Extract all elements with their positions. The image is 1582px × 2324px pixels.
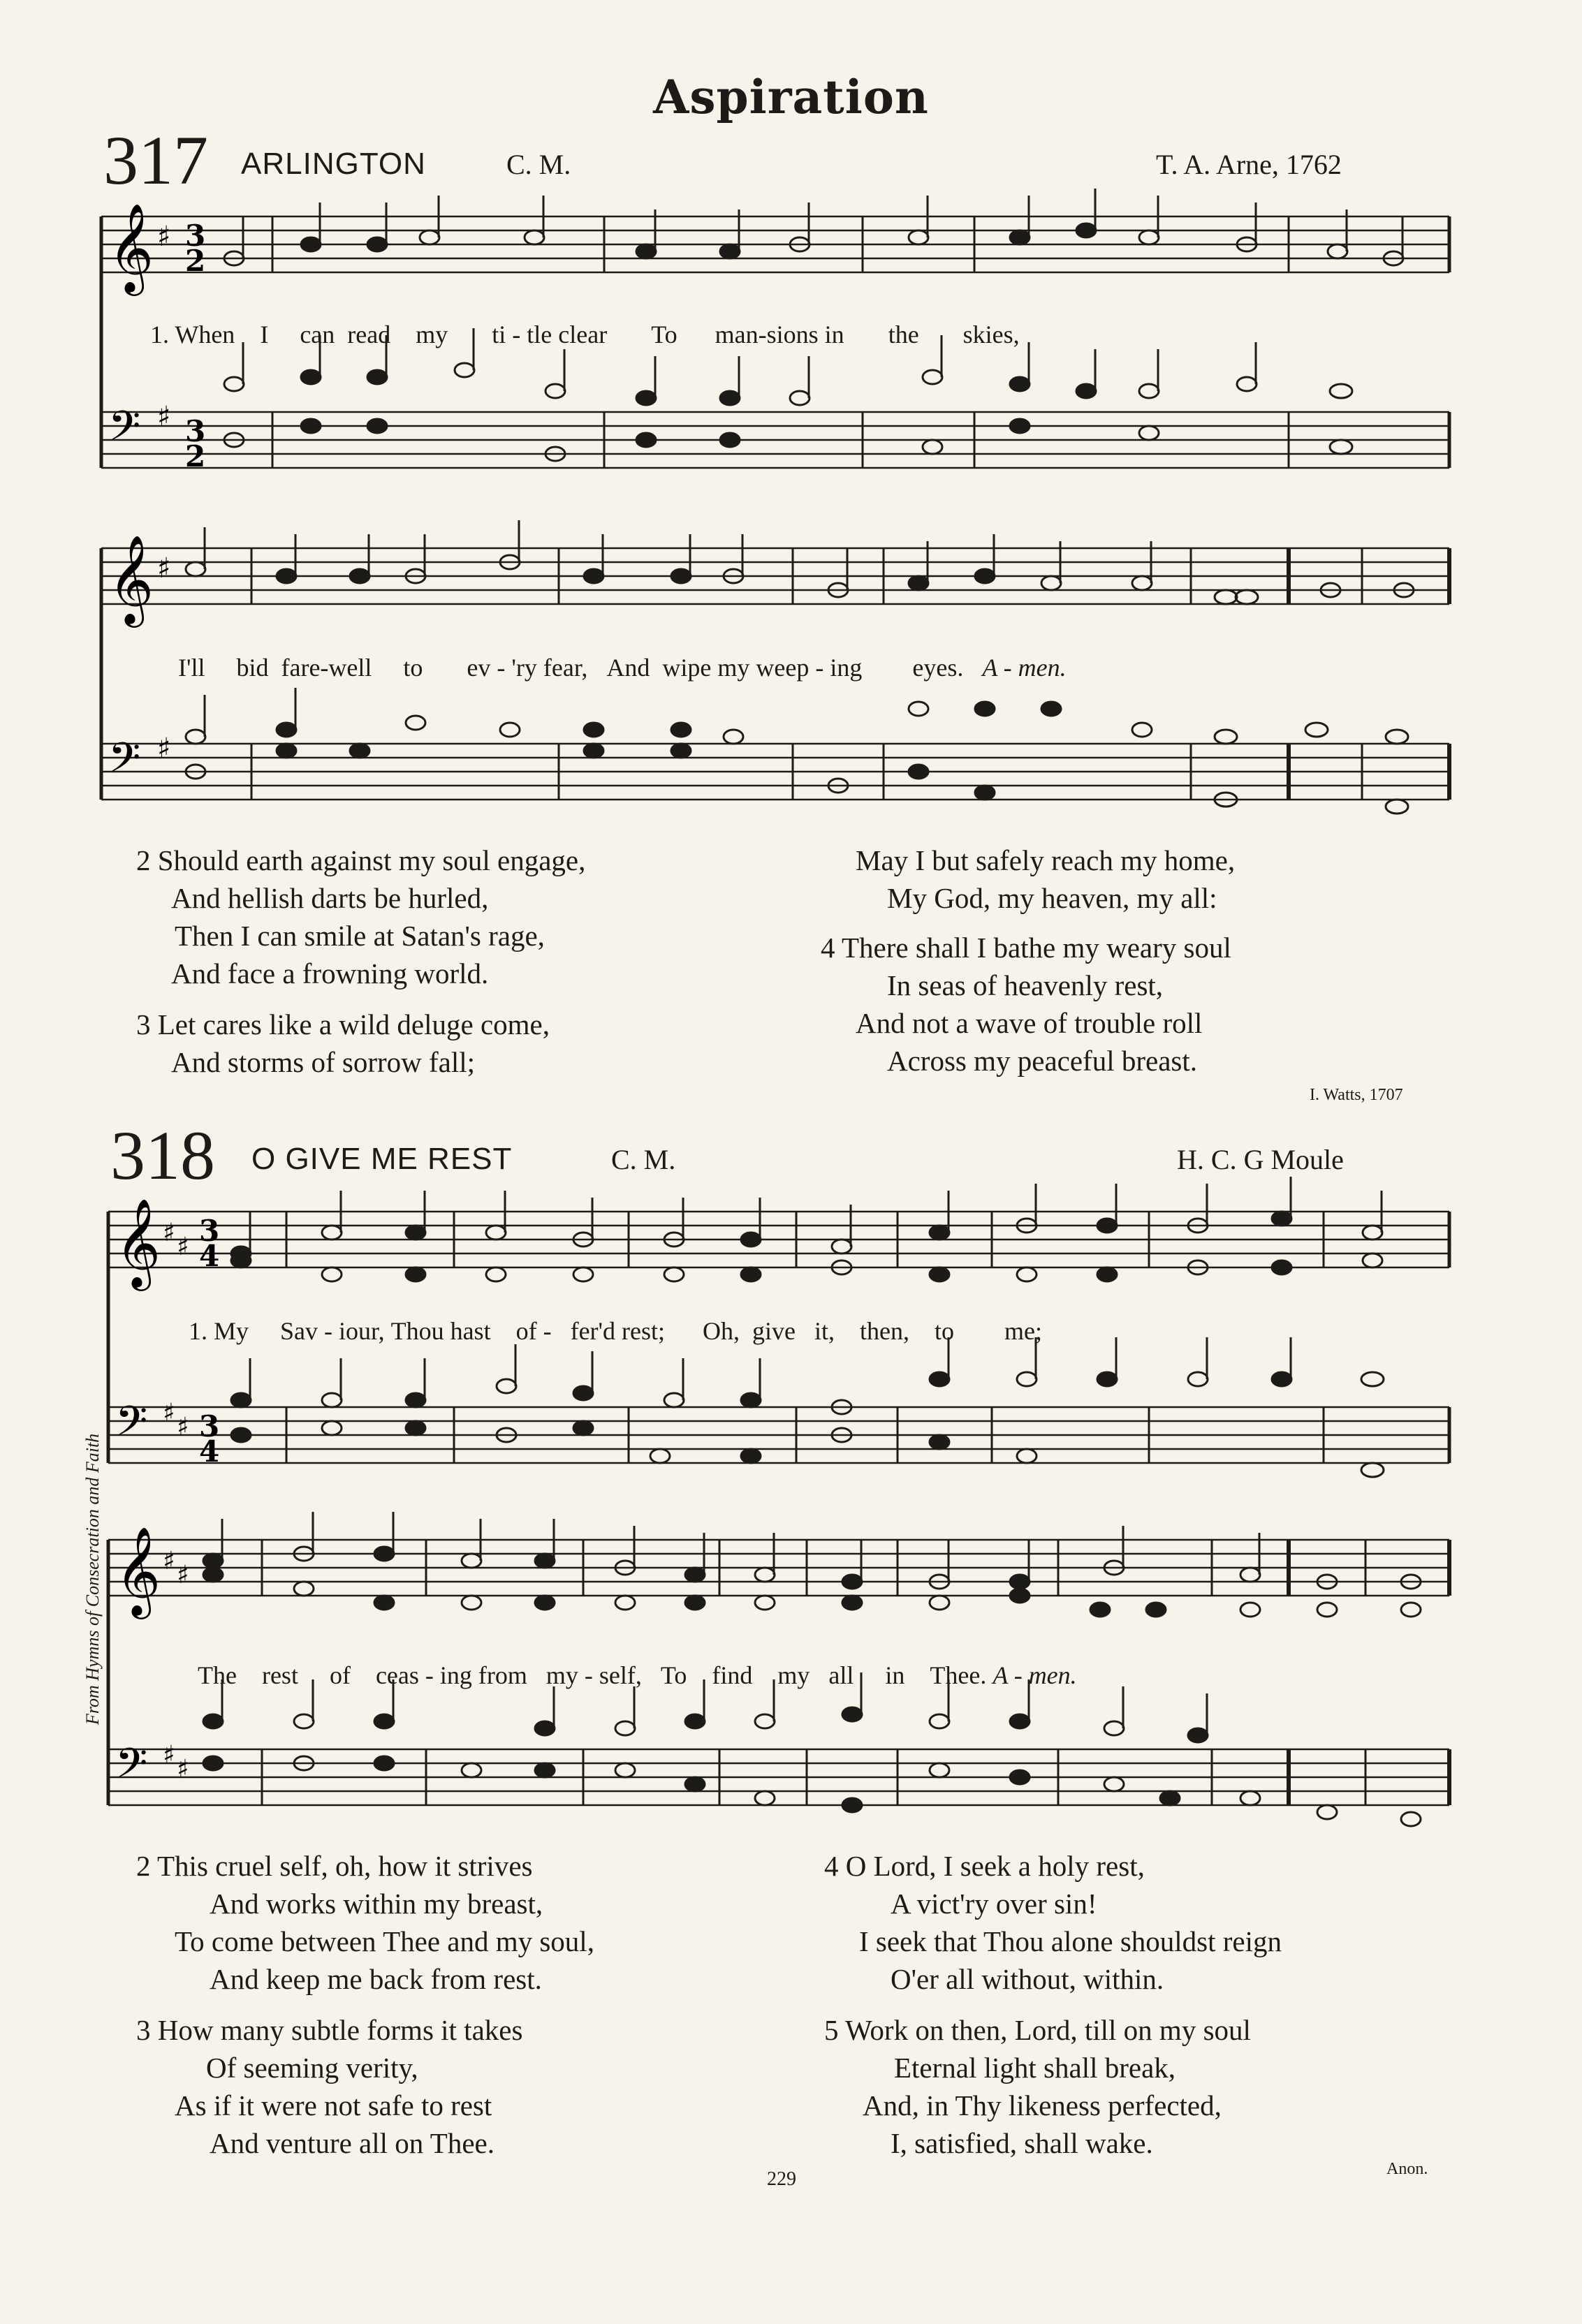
svg-text:𝄞: 𝄞 (115, 1198, 161, 1287)
hymn-number: 317 (103, 122, 208, 199)
lyrics-line: I'll bid fare-well to ev - 'ry fear, And wipe my weep - ing eyes. A - men. (178, 654, 1067, 682)
svg-text:♯: ♯ (177, 1560, 189, 1589)
svg-text:2: 2 (185, 439, 206, 473)
verse: 2 Should earth against my soul engage, And hellish darts be hurled, Then I can smile at Satan's rage, And face a frowning world. (136, 844, 586, 990)
hymn-author: Anon. (1386, 2160, 1428, 2178)
svg-text:♯: ♯ (163, 1546, 175, 1575)
verse: May I but safely reach my home, My God, my heaven, my all: (856, 844, 1236, 914)
hymn-author: I. Watts, 1707 (1310, 1086, 1403, 1104)
svg-text:♯: ♯ (157, 552, 171, 584)
svg-text:♯: ♯ (163, 1218, 175, 1247)
svg-text:♯: ♯ (157, 400, 171, 433)
svg-text:3: 3 (199, 1409, 220, 1443)
composer: H. C. G Moule (1177, 1144, 1344, 1175)
svg-text:4: 4 (199, 1434, 220, 1469)
composer: T. A. Arne, 1762 (1156, 149, 1342, 180)
meter: C. M. (506, 149, 571, 180)
bass-clef: 𝄢 (108, 402, 141, 460)
svg-text:3: 3 (185, 414, 206, 448)
section-title: Aspiration (653, 70, 929, 124)
svg-text:𝄞: 𝄞 (115, 1526, 161, 1615)
verse: 3 Let cares like a wild deluge come, And storms of sorrow fall; (136, 1008, 550, 1078)
treble-clef: 𝄞 (108, 203, 154, 292)
svg-text:𝄞: 𝄞 (108, 534, 154, 624)
svg-text:𝄢: 𝄢 (115, 1397, 148, 1455)
svg-text:𝄢: 𝄢 (108, 733, 141, 792)
hymn-number: 318 (110, 1117, 215, 1194)
verse: 4 There shall I bathe my weary soul In seas of heavenly rest, And not a wave of trouble roll Across my peaceful breast. (821, 932, 1231, 1077)
svg-text:3: 3 (199, 1214, 220, 1248)
meter: C. M. (611, 1144, 676, 1175)
tune-name: O GIVE ME REST (251, 1142, 513, 1176)
time-signature: 3 (185, 219, 206, 253)
verse: 3 How many subtle forms it takes Of seeming verity, As if it were not safe to rest And venture all on Thee. (136, 2014, 523, 2159)
svg-text:4: 4 (199, 1239, 220, 1273)
verse: 4 O Lord, I seek a holy rest, A vict'ry over sin! I seek that Thou alone shouldst reign O'er all without, within. (824, 1850, 1282, 1995)
page-number: 229 (767, 2168, 796, 2190)
tune-name: ARLINGTON (241, 147, 426, 181)
music-system (101, 196, 1456, 503)
lyrics-line: 1. My Sav - iour, Thou hast of - fer'd rest; Oh, give it, then, to me; (189, 1317, 1042, 1345)
sharp-icon: ♯ (157, 220, 171, 253)
verse: 2 This cruel self, oh, how it strives And works within my breast, To come between Thee and my soul, And keep me back from rest. (136, 1850, 594, 1995)
svg-text:♯: ♯ (177, 1412, 189, 1441)
svg-text:♯: ♯ (163, 1398, 175, 1427)
side-credit: From Hymns of Consecration and Faith (82, 1433, 103, 1725)
lyrics-line: 1. When I can read my ti - tle clear To man-sions in the skies, (150, 321, 1020, 348)
verse: 5 Work on then, Lord, till on my soul Eternal light shall break, And, in Thy likeness perfected, I, satisfied, shall wake. (824, 2014, 1251, 2159)
svg-text:♯: ♯ (157, 732, 171, 765)
svg-text:♯: ♯ (177, 1232, 189, 1261)
svg-text:𝄢: 𝄢 (115, 1739, 148, 1797)
lyrics-line: The rest of ceas - ing from my - self, To find my all in Thee. A - men. (198, 1661, 1077, 1689)
svg-text:2: 2 (185, 244, 206, 278)
svg-text:♯: ♯ (163, 1740, 175, 1770)
svg-text:♯: ♯ (177, 1754, 189, 1784)
